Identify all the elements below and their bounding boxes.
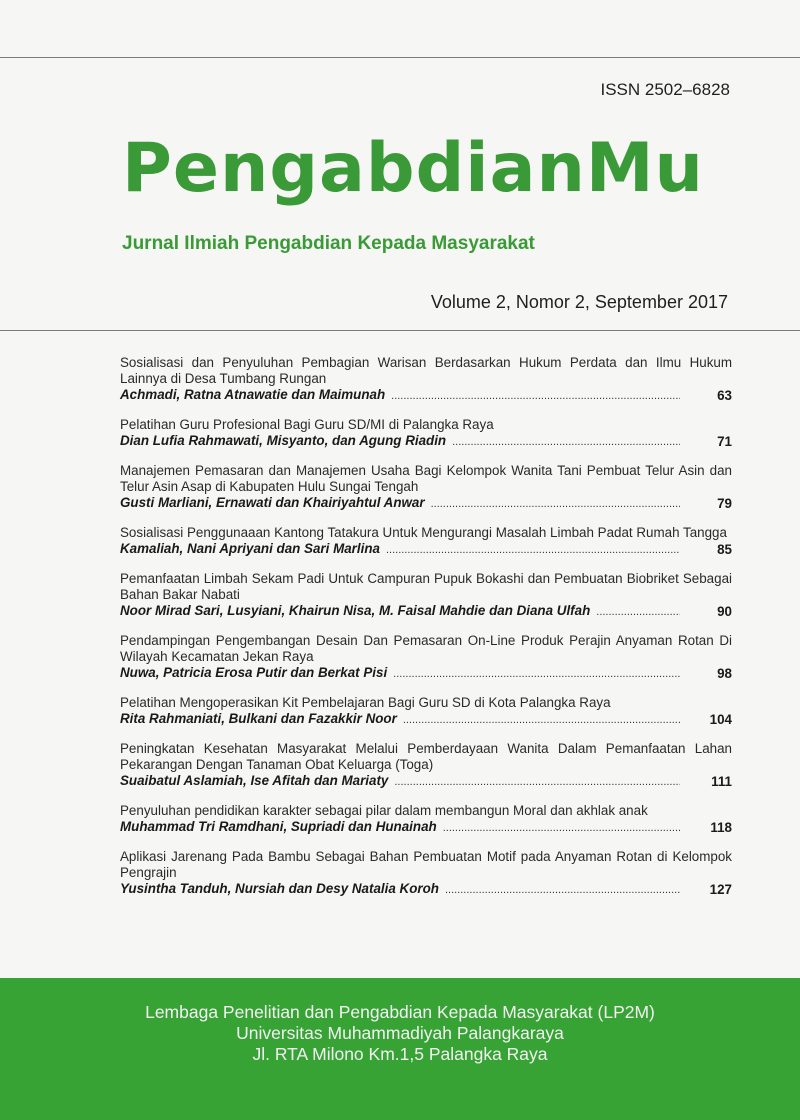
toc-entry-page: 127 — [709, 882, 732, 897]
toc-entry-authors: Muhammad Tri Ramdhani, Supriadi dan Hunainah — [120, 819, 437, 834]
header-rule — [0, 330, 800, 331]
toc-entry[interactable] — [120, 803, 732, 835]
toc-entry-page: 79 — [717, 496, 732, 511]
toc-entry-title: Aplikasi Jarenang Pada Bambu Sebagai Bahan Pembuatan Motif pada Anyaman Rotan di Kelompok Pengrajin — [120, 849, 732, 880]
toc-entry-authors: Yusintha Tanduh, Nursiah dan Desy Natalia Koroh — [120, 881, 439, 896]
toc-entry-authors: Suaibatul Aslamiah, Ise Afitah dan Mariaty — [120, 773, 389, 788]
toc-entry-title: Penyuluhan pendidikan karakter sebagai pilar dalam membangun Moral dan akhlak anak — [120, 803, 648, 818]
toc-entry-page: 71 — [717, 434, 732, 449]
toc-entry-title: Peningkatan Kesehatan Masyarakat Melalui Pemberdayaan Wanita Dalam Pemanfaatan Lahan Pekarangan Dengan Tanaman Obat Keluarga (Toga) — [120, 741, 732, 772]
toc-entry-authors: Rita Rahmaniati, Bulkani dan Fazakkir Noor — [120, 711, 397, 726]
footer-university: Universitas Muhammadiyah Palangkaraya — [236, 1023, 564, 1043]
toc-entry-page: 90 — [717, 604, 732, 619]
toc-entry-authors: Achmadi, Ratna Atnawatie dan Maimunah — [120, 387, 386, 402]
toc-entry[interactable] — [120, 463, 732, 511]
leader-dots — [452, 436, 680, 448]
toc-entry-title: Sosialisasi Penggunaaan Kantong Tatakura Untuk Mengurangi Masalah Limbah Padat Rumah Tangga — [120, 525, 727, 540]
toc-entry-authors: Gusti Marliani, Ernawati dan Khairiyahtul Anwar — [120, 495, 425, 510]
toc-entry-authors: Dian Lufia Rahmawati, Misyanto, dan Agung Riadin — [120, 433, 447, 448]
leader-dots — [394, 776, 680, 788]
toc-entry[interactable] — [120, 849, 732, 897]
leader-dots — [445, 884, 680, 896]
table-of-contents — [120, 355, 732, 911]
leader-dots — [596, 606, 680, 618]
toc-entry[interactable] — [120, 695, 732, 727]
footer-address: Jl. RTA Milono Km.1,5 Palangka Raya — [252, 1044, 548, 1064]
leader-dots — [431, 498, 680, 510]
toc-entry[interactable] — [120, 741, 732, 789]
issn-label: ISSN 2502–6828 — [600, 80, 730, 99]
toc-entry-page: 85 — [717, 542, 732, 557]
toc-entry-authors: Noor Mirad Sari, Lusyiani, Khairun Nisa, M. Faisal Mahdie dan Diana Ulfah — [120, 603, 591, 618]
volume-label: Volume 2, Nomor 2, September 2017 — [430, 292, 728, 312]
leader-dots — [403, 714, 680, 726]
journal-title: PengabdianMu — [122, 129, 704, 208]
toc-entry-title: Pelatihan Guru Profesional Bagi Guru SD/MI di Palangka Raya — [120, 417, 494, 432]
toc-entry-page: 63 — [717, 388, 732, 403]
toc-entry-title: Sosialisasi dan Penyuluhan Pembagian Warisan Berdasarkan Hukum Perdata dan Ilmu Hukum Lainnya di Desa Tumbang Rungan — [120, 355, 732, 386]
toc-entry[interactable] — [120, 417, 732, 449]
footer-institution: Lembaga Penelitian dan Pengabdian Kepada Masyarakat (LP2M) — [145, 1002, 655, 1022]
toc-entry-title: Pendampingan Pengembangan Desain Dan Pemasaran On-Line Produk Perajin Anyaman Rotan Di Wilayah Kecamatan Jekan Raya — [120, 633, 732, 664]
toc-entry[interactable] — [120, 571, 732, 619]
toc-entry-title: Pelatihan Mengoperasikan Kit Pembelajaran Bagi Guru SD di Kota Palangka Raya — [120, 695, 611, 710]
toc-entry-page: 111 — [711, 774, 732, 789]
leader-dots — [386, 544, 680, 556]
toc-entry-authors: Nuwa, Patricia Erosa Putir dan Berkat Pisi — [120, 665, 388, 680]
toc-entry-page: 118 — [710, 820, 732, 835]
toc-entry-page: 104 — [709, 712, 732, 727]
toc-entry-authors: Kamaliah, Nani Apriyani dan Sari Marlina — [120, 541, 380, 556]
leader-dots — [391, 390, 680, 402]
toc-entry-title: Manajemen Pemasaran dan Manajemen Usaha Bagi Kelompok Wanita Tani Pembuat Telur Asin dan Telur Asin Asap di Kabupaten Hulu Sungai Tengah — [120, 463, 732, 494]
toc-entry-title: Pemanfaatan Limbah Sekam Padi Untuk Campuran Pupuk Bokashi dan Pembuatan Biobriket Sebagai Bahan Bakar Nabati — [120, 571, 732, 602]
footer-band — [0, 978, 800, 1120]
toc-entry[interactable] — [120, 525, 732, 557]
top-rule — [0, 57, 800, 58]
journal-subtitle: Jurnal Ilmiah Pengabdian Kepada Masyarakat — [122, 233, 535, 254]
leader-dots — [443, 822, 680, 834]
toc-entry[interactable] — [120, 633, 732, 681]
toc-entry-page: 98 — [717, 666, 732, 681]
leader-dots — [393, 668, 680, 680]
toc-entry[interactable] — [120, 355, 732, 403]
